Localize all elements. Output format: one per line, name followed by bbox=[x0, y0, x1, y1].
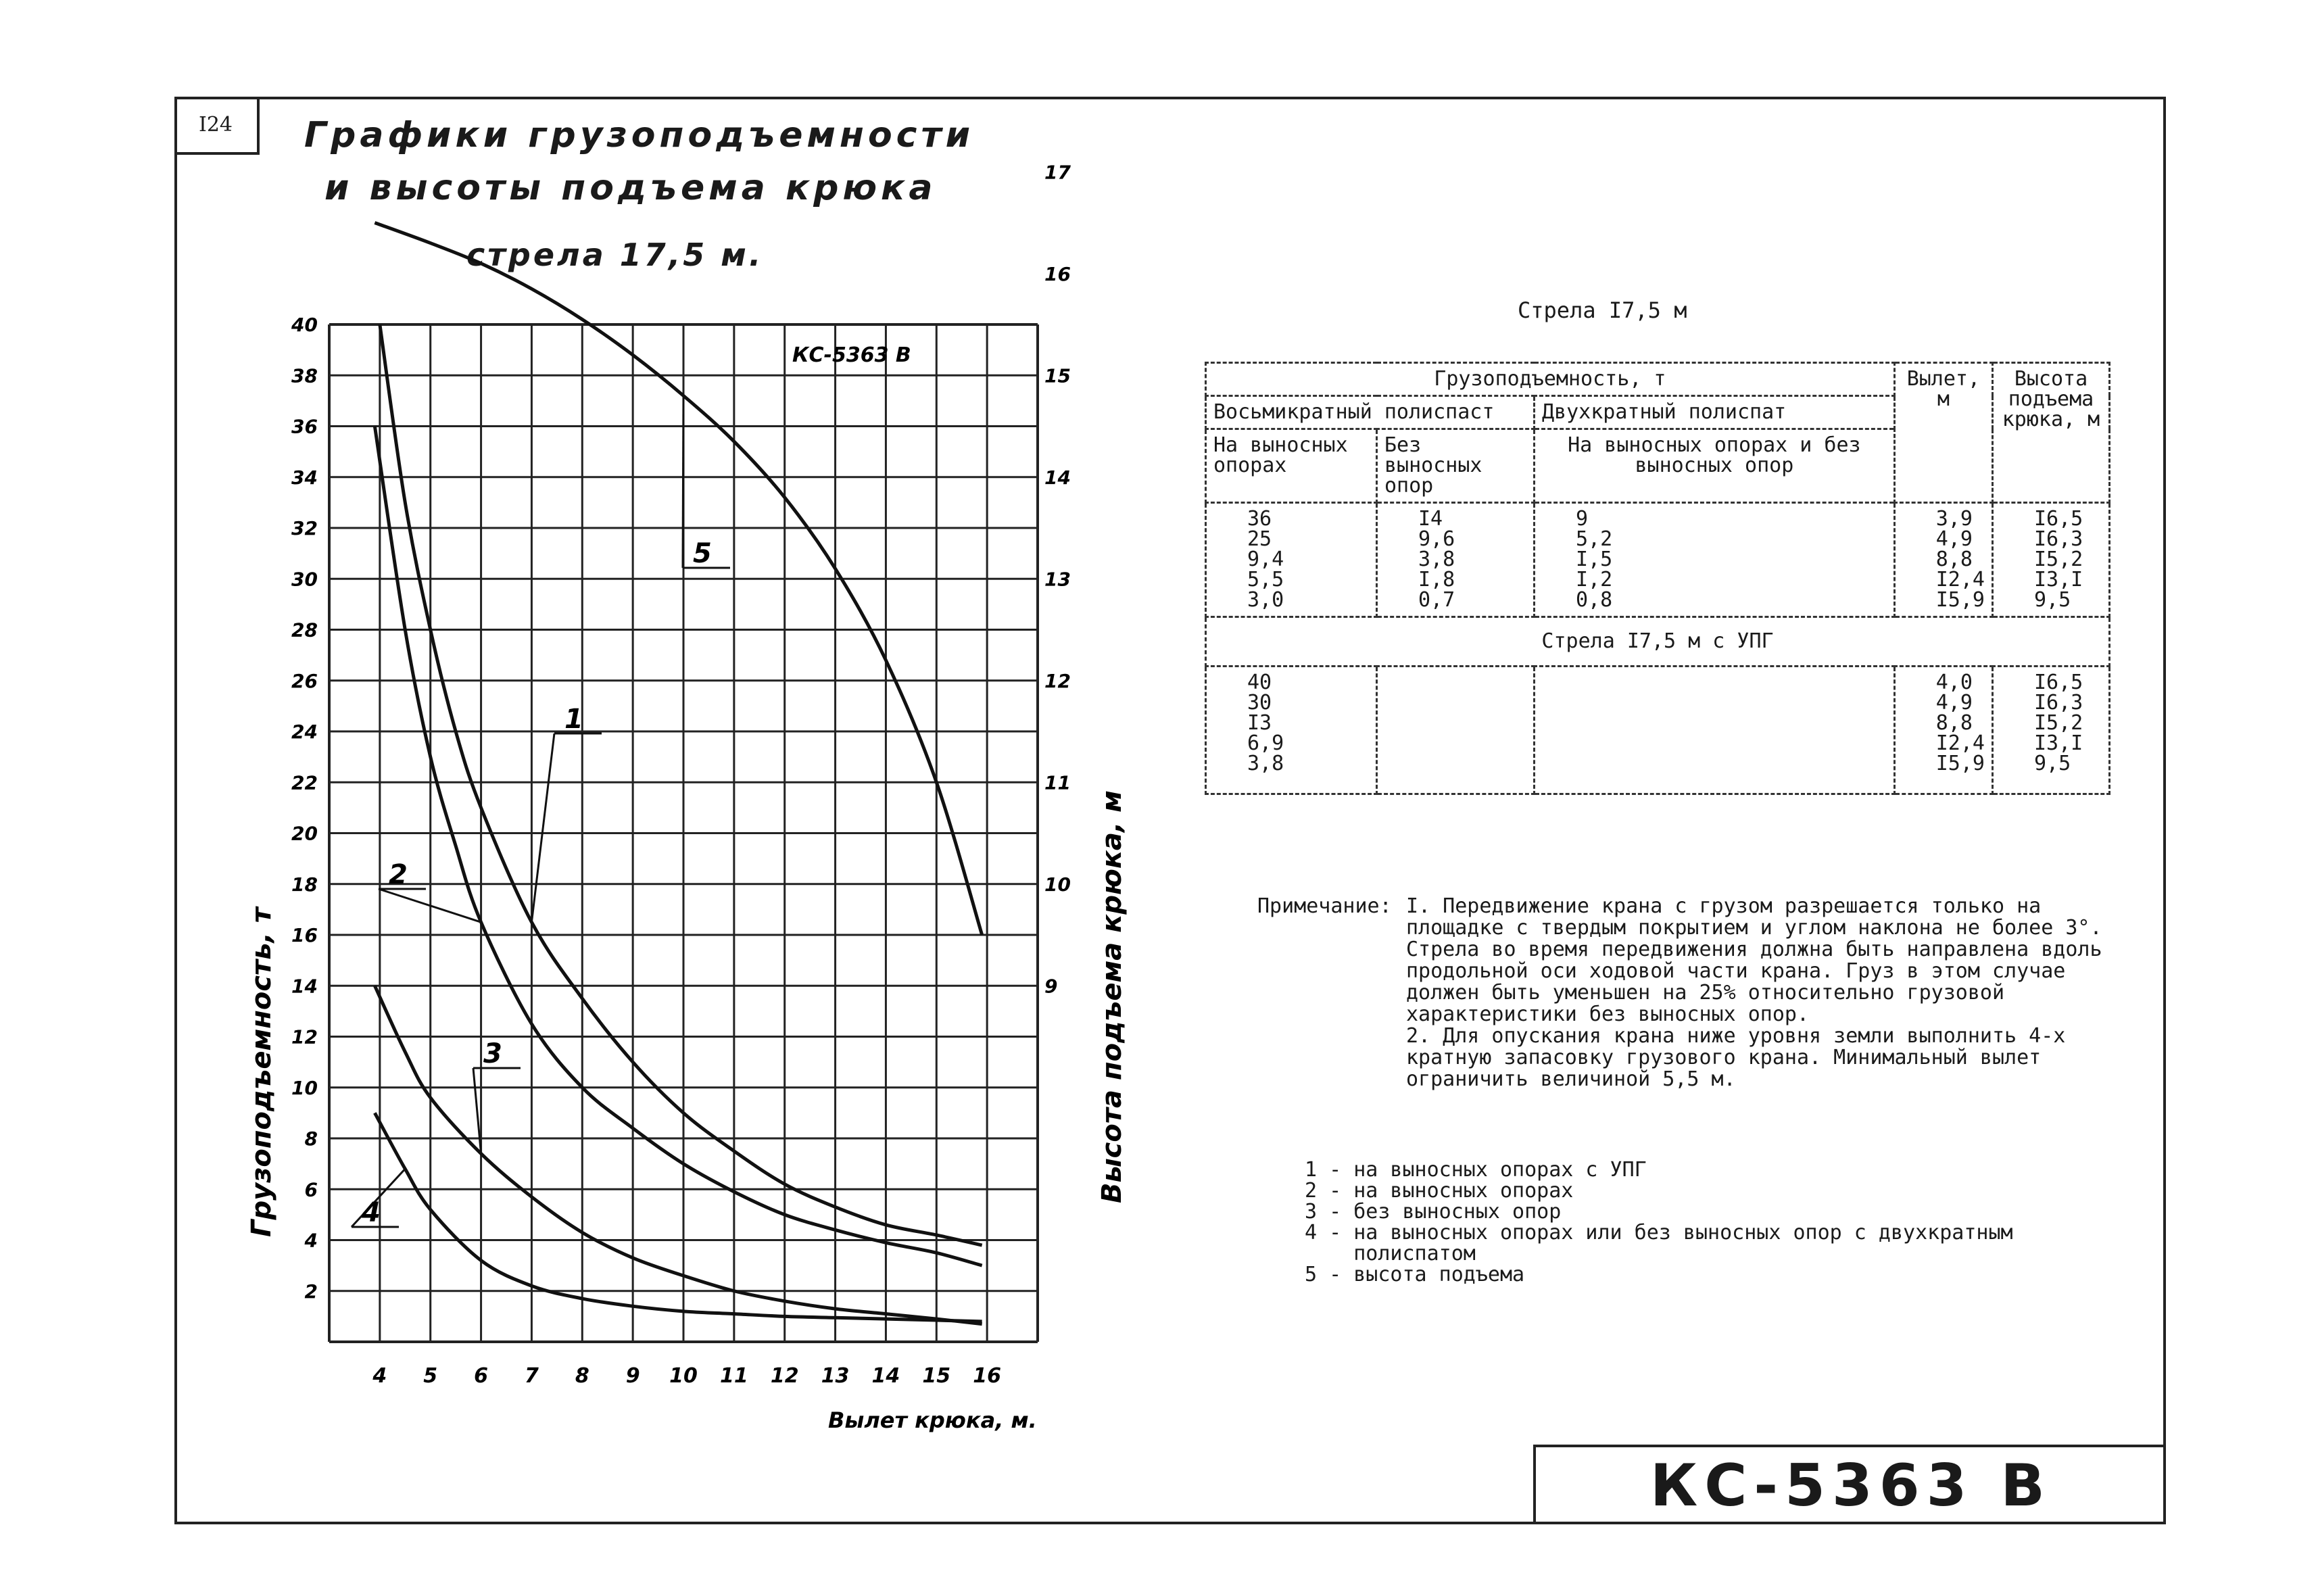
y-tick-label: 24 bbox=[291, 721, 318, 743]
y-tick-label: 10 bbox=[291, 1076, 318, 1099]
header-two-pulley: Двухкратный полиспат bbox=[1535, 396, 1895, 429]
chart-series bbox=[352, 223, 982, 1324]
series-leader-3 bbox=[473, 1068, 481, 1154]
header-eight-pulley: Восьмикратный полиспаст bbox=[1206, 396, 1535, 429]
x-tick-label: 16 bbox=[973, 1364, 1002, 1388]
note-text-2: 2. Для опускания крана ниже уровня земли выполнить 4-х кратную запасовку грузового крана. Минимальный вылет ограничить величиной 5,5 м. bbox=[1406, 1024, 2066, 1091]
y-tick-label: 18 bbox=[291, 873, 318, 896]
legend-item: 2 - на выносных опорах bbox=[1305, 1179, 1574, 1203]
y-tick-label: 34 bbox=[291, 466, 318, 489]
series-label-4: 4 bbox=[362, 1197, 381, 1228]
y2-tick-label: 16 bbox=[1044, 262, 1071, 285]
y-tick-label: 38 bbox=[291, 364, 318, 387]
cell-upg-outreach: 4,0 4,9 8,8 I2,4 I5,9 bbox=[1894, 667, 1992, 794]
y-tick-label: 2 bbox=[304, 1280, 318, 1303]
heading-line-2: и высоты подъема крюка bbox=[324, 168, 937, 208]
chart-labels bbox=[246, 343, 1128, 1433]
y2-tick-label: 17 bbox=[1044, 161, 1071, 184]
legend bbox=[1305, 1159, 2013, 1285]
y2-tick-label: 9 bbox=[1044, 975, 1058, 998]
y-tick-label: 36 bbox=[291, 415, 318, 438]
header-both: На выносных опорах и без выносных опор bbox=[1535, 429, 1895, 503]
table-caption: Стрела I7,5 м bbox=[1518, 297, 1687, 323]
series-line-1 bbox=[380, 324, 982, 1245]
cell-outreach-values: 3,9 4,9 8,8 I2,4 I5,9 bbox=[1894, 503, 1992, 617]
x-tick-label: 9 bbox=[625, 1364, 640, 1388]
heading-line-3: стрела 17,5 м. bbox=[466, 237, 764, 273]
cell-no-out-values: I4 9,6 3,8 I,8 0,7 bbox=[1377, 503, 1535, 617]
cell-two-values: 9 5,2 I,5 I,2 0,8 bbox=[1535, 503, 1895, 617]
x-tick-label: 6 bbox=[474, 1364, 489, 1388]
title-stamp: КС-5363 В bbox=[1533, 1445, 2166, 1524]
chart-tag: КС-5363 В bbox=[792, 343, 911, 367]
y2-tick-label: 13 bbox=[1044, 568, 1071, 591]
y2-tick-label: 15 bbox=[1044, 364, 1071, 387]
y-tick-label: 20 bbox=[291, 822, 318, 845]
x-tick-label: 5 bbox=[423, 1364, 438, 1388]
cell-upg-empty-2 bbox=[1535, 667, 1895, 794]
x-tick-label: 4 bbox=[372, 1364, 387, 1388]
y2-axis-label: Высота подъема крюка, м bbox=[1096, 790, 1128, 1203]
header-capacity: Грузоподъемность, т bbox=[1206, 363, 1895, 396]
x-tick-label: 7 bbox=[524, 1364, 539, 1388]
chart-ticks bbox=[291, 161, 1071, 1388]
x-tick-label: 12 bbox=[770, 1364, 799, 1388]
note-text-1: I. Передвижение крана с грузом разрешается только на площадке с твердым покрытием и углом наклона не более 3°. Стрела во время передвижения должна быть направлена вдоль продольной оси ходовой части крана. Груз в этом случае должен быть уменьшен на 25% относительно грузовой характеристики без выносных опор. bbox=[1406, 894, 2102, 1026]
y-tick-label: 4 bbox=[304, 1229, 318, 1252]
header-on-outriggers: На выносных опорах bbox=[1206, 429, 1377, 503]
y2-tick-label: 14 bbox=[1044, 466, 1071, 489]
y-tick-label: 30 bbox=[291, 568, 318, 591]
x-axis-label: Вылет крюка, м. bbox=[828, 1407, 1037, 1433]
series-label-1: 1 bbox=[564, 704, 583, 735]
y2-tick-label: 10 bbox=[1044, 873, 1071, 896]
y-tick-label: 12 bbox=[291, 1025, 318, 1048]
header-no-outriggers: Без выносных опор bbox=[1377, 429, 1535, 503]
legend-item: полиспатом bbox=[1305, 1242, 1476, 1265]
y-tick-label: 28 bbox=[291, 619, 318, 642]
y-tick-label: 22 bbox=[291, 771, 318, 794]
x-tick-label: 11 bbox=[719, 1364, 748, 1388]
y-tick-label: 6 bbox=[304, 1178, 318, 1201]
y-axis-label: Грузоподъемность, т bbox=[246, 907, 277, 1237]
cell-upg-empty-1 bbox=[1377, 667, 1535, 794]
series-label-3: 3 bbox=[483, 1038, 502, 1069]
series-leader-1 bbox=[531, 733, 554, 922]
capacity-table bbox=[1205, 362, 2110, 795]
page-number: I24 bbox=[174, 97, 260, 155]
x-tick-label: 13 bbox=[821, 1364, 850, 1388]
y2-tick-label: 11 bbox=[1044, 771, 1071, 794]
header-height: Высота подъема крюка, м bbox=[1993, 363, 2110, 503]
y-tick-label: 26 bbox=[291, 669, 318, 692]
header-outreach: Вылет, м bbox=[1894, 363, 1992, 503]
y-tick-label: 14 bbox=[291, 975, 318, 998]
legend-item: 4 - на выносных опорах или без выносных опор с двухкратным bbox=[1305, 1221, 2013, 1244]
series-label-2: 2 bbox=[389, 859, 408, 890]
note-label: Примечание: bbox=[1257, 894, 1392, 918]
x-tick-label: 15 bbox=[922, 1364, 951, 1388]
y-tick-label: 32 bbox=[291, 517, 318, 539]
note-block bbox=[1257, 896, 2109, 1090]
sub-caption-upg: Стрела I7,5 м с УПГ bbox=[1206, 617, 2110, 667]
heading-line-1: Графики грузоподъемности bbox=[304, 115, 975, 155]
y2-tick-label: 12 bbox=[1044, 669, 1071, 692]
cell-height-values: I6,5 I6,3 I5,2 I3,I 9,5 bbox=[1993, 503, 2110, 617]
legend-item: 3 - без выносных опор bbox=[1305, 1200, 1562, 1224]
x-tick-label: 14 bbox=[871, 1364, 900, 1388]
cell-upg-height: I6,5 I6,3 I5,2 I3,I 9,5 bbox=[1993, 667, 2110, 794]
series-label-5: 5 bbox=[693, 538, 712, 569]
x-tick-label: 10 bbox=[669, 1364, 698, 1388]
legend-item: 1 - на выносных опорах с УПГ bbox=[1305, 1158, 1647, 1182]
legend-item: 5 - высота подъема bbox=[1305, 1263, 1525, 1286]
y-tick-label: 40 bbox=[291, 314, 318, 336]
cell-on-out-values: 36 25 9,4 5,5 3,0 bbox=[1206, 503, 1377, 617]
x-tick-label: 8 bbox=[575, 1364, 589, 1388]
y-tick-label: 16 bbox=[291, 924, 318, 946]
y-tick-label: 8 bbox=[304, 1128, 318, 1150]
cell-upg-values: 40 30 I3 6,9 3,8 bbox=[1206, 667, 1377, 794]
